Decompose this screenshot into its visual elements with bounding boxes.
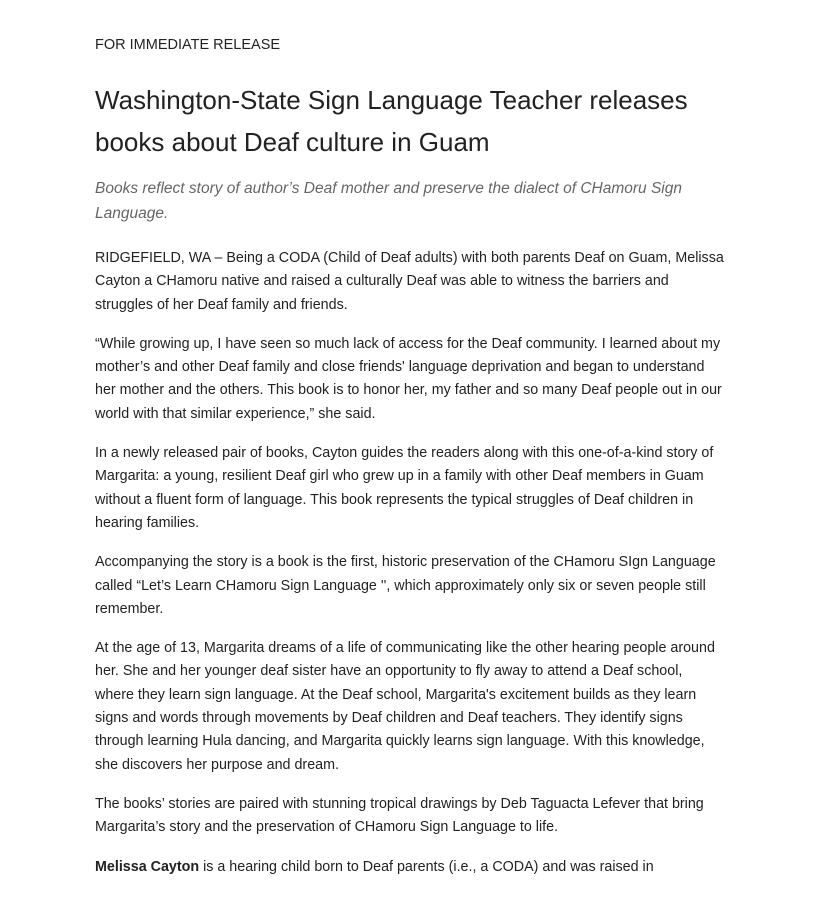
- paragraph-story: At the age of 13, Margarita dreams of a life of communicating like the other hearing people around her. She and her younger deaf sister have an opportunity to fly away to attend a Deaf school, where they learn sign language. At the Deaf school, Margarita's excitement builds as they learn signs and words through movements by Deaf children and Deaf teachers. They identify signs through learning Hula dancing, and Margarita quickly learns sign language. With this knowledge, she discovers her purpose and dream.: [95, 640, 715, 773]
- paragraph-preservation: Accompanying the story is a book is the first, historic preservation of the CHamoru SIgn Language called “Let’s Learn CHamoru Sign Language '', which approximately only six or seven people still remember.: [95, 554, 716, 617]
- release-label: FOR IMMEDIATE RELEASE: [95, 37, 281, 53]
- author-name: Melissa Cayton: [95, 858, 200, 875]
- paragraph-quote: “While growing up, I have seen so much lack of access for the Deaf community. I learned about my mother’s and other Deaf family and close friends' language deprivation and began to understand her mother and the others. This book is to honor her, my father and so many Deaf people out in our world with that similar experience,” she said.: [95, 335, 722, 422]
- author-bio-text: is a hearing child born to Deaf parents (i.e., a CODA) and was raised in: [199, 858, 654, 875]
- paragraph-illustrations: The books’ stories are paired with stunning tropical drawings by Deb Taguacta Lefever that bring Margarita’s story and the preservation of CHamoru Sign Language to life.: [95, 795, 704, 836]
- paragraph-author-bio: [95, 856, 725, 879]
- subheadline: Books reflect story of author’s Deaf mother and preserve the dialect of CHamoru Sign Language.: [95, 180, 682, 222]
- paragraph-intro: RIDGEFIELD, WA – Being a CODA (Child of Deaf adults) with both parents Deaf on Guam, Melissa Cayton a CHamoru native and raised a culturally Deaf was able to witness the barriers and struggles of her Deaf family and friends.: [95, 250, 724, 313]
- paragraph-books: In a newly released pair of books, Cayton guides the readers along with this one-of-a-kind story of Margarita: a young, resilient Deaf girl who grew up in a family with other Deaf members in Guam without a fluent form of language. This book represents the typical struggles of Deaf children in hearing families.: [95, 445, 714, 531]
- headline: Washington-State Sign Language Teacher releases books about Deaf culture in Guam: [95, 85, 688, 157]
